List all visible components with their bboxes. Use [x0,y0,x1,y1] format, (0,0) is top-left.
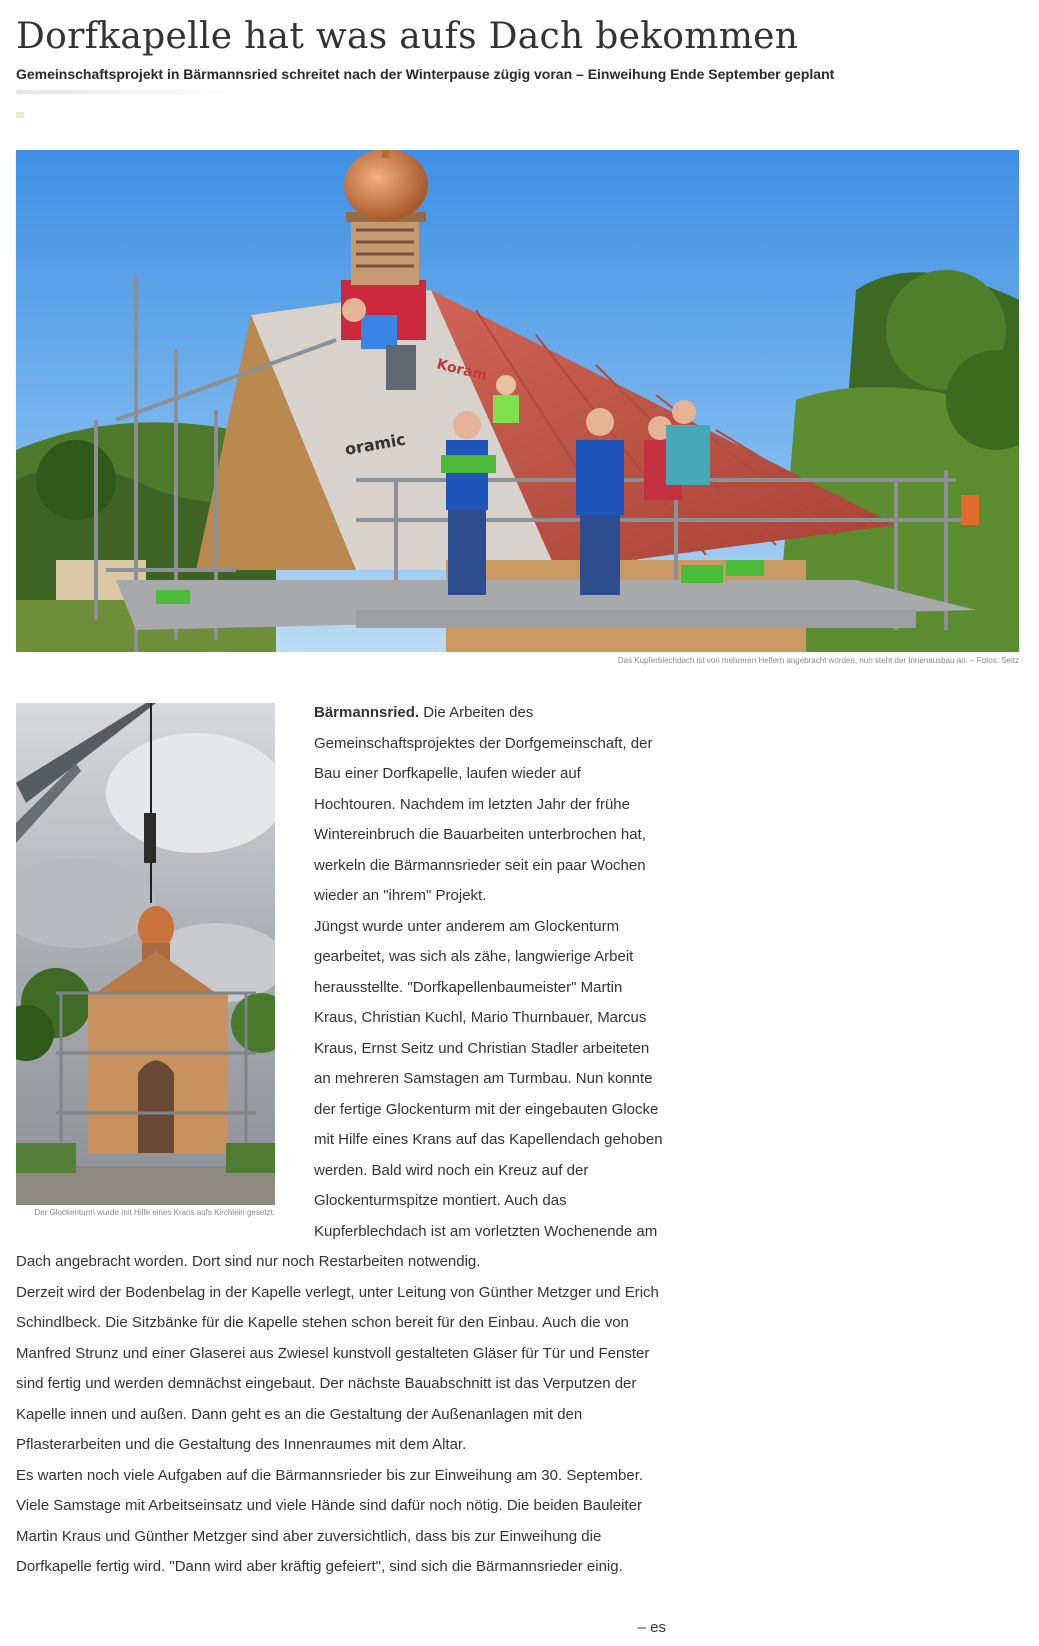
roof-sign-text: Koram [435,356,489,385]
roof-sign-text-2: oramic [343,429,408,459]
article-paragraph-2: Jüngst wurde unter anderem am Glockenturm gearbeitet, was sich als zähe, langwierige Arbeit herausstellte. "Dorfkapellenbaumeister" Martin Kraus, Christian Kuchl, Mario Thurnbauer, Marcus Kraus, Ernst Seitz und Christian Stadler arbeiteten an mehreren Samstagen am Turmbau. Nun konnte der fertige Glockenturm mit der eingebauten Glocke mit Hilfe eines Krans auf das Kapellendach gehoben werden. Bald wird noch ein Kreuz auf der Glockenturmspitze montiert. Auch das Kupferblechdach ist am vorletzten Wochenende am Dach angebracht worden. Dort sind nur noch Restarbeiten notwendig. [16,917,663,1270]
article-paragraph-4: Es warten noch viele Aufgaben auf die Bärmannsrieder bis zur Einweihung am 30. September. Viele Samstage mit Arbeitseinsatz und viele Hände sind dafür noch nötig. Die beiden Bauleiter Martin Kraus und Günther Metzger sind aber zuversichtlich, dass bis zur Einweihung die Dorfkapelle fertig wird. "Dann wird aber kräftig gefeiert", sind sich die Bärmannsrieder einig. [16,1466,644,1575]
meta-line [16,90,226,94]
article-headline: Dorfkapelle hat was aufs Dach bekommen [16,16,799,57]
article-dateline: Bärmannsried. [314,704,420,721]
main-image-caption: Das Kupferblechdach ist von mehreren Helfern angebracht worden, nun steht der Innenausbau an. – Fotos: Seitz [617,656,1019,665]
article-author: – es [637,1619,666,1636]
article-subheadline: Gemeinschaftsprojekt in Bärmannsried schreitet nach der Winterpause zügig voran – Einweihung Ende September geplant [16,66,835,82]
side-image-caption: Der Glockenturm wurde mit Hilfe eines Krans aufs Kirchlein gesetzt. [34,1208,275,1217]
side-image-placeholder [16,698,314,1234]
meta-icon [16,112,24,118]
article-body [16,698,666,1583]
article-paragraph-3: Derzeit wird der Bodenbelag in der Kapelle verlegt, unter Leitung von Günther Metzger und Erich Schindlbeck. Die Sitzbänke für die Kapelle stehen schon bereit für den Einbau. Auch die von Manfred Strunz und einer Glaserei aus Zwiesel kunstvoll gestalteten Gläser für Tür und Fenster sind fertig und werden demnächst eingebaut. Der nächste Bauabschnitt ist das Verputzen der Kapelle innen und außen. Dann geht es an die Gestaltung der Außenanlagen mit den Pflasterarbeiten und die Gestaltung des Innenraumes mit dem Altar. [16,1283,659,1453]
article-paragraph-1-text: Die Arbeiten des Gemeinschaftsprojektes der Dorfgemeinschaft, der Bau einer Dorfkapelle, laufen wieder auf Hochtouren. Nachdem im letzten Jahr der frühe Wintereinbruch die Bauarbeiten unterbrochen hat, werkeln die Bärmannsrieder seit ein paar Wochen wieder an "ihrem" Projekt. [314,704,653,904]
chapel-roof-photo [16,150,1019,652]
